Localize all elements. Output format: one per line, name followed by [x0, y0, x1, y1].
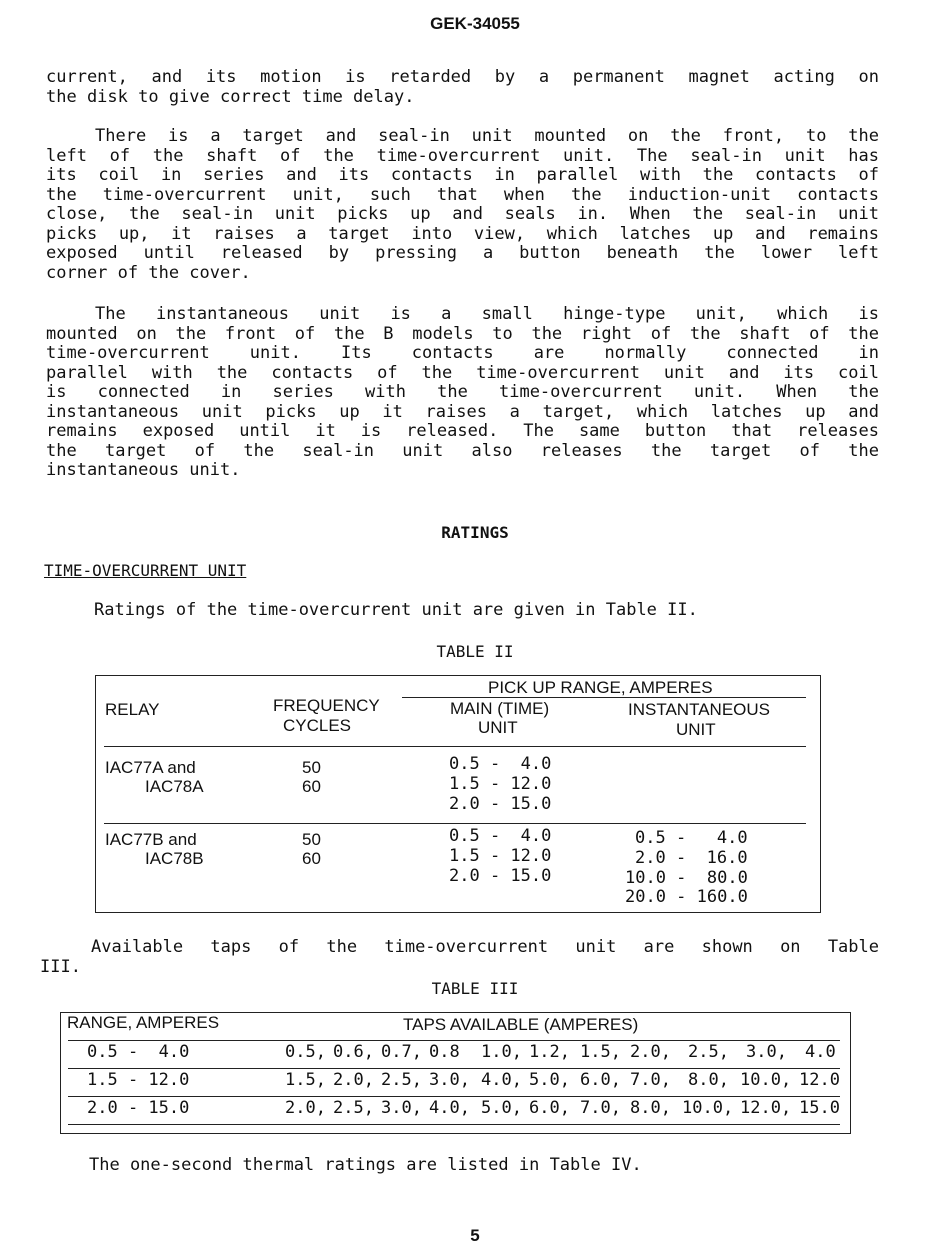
table-3-tap-value: 15.0 [799, 1098, 840, 1118]
paragraph-3-line: instantaneous unit. [46, 460, 241, 480]
table-2-inst-range: 0.5 - 4.0 [635, 828, 748, 848]
table-3-tap-value: 2.5, [333, 1098, 374, 1118]
paragraph-3-line: mounted on the front of the B models to the right of the shaft of the [46, 323, 879, 344]
paragraph-2-line: its coil in series and its contacts in parallel with the contacts of [46, 165, 879, 185]
table-3-header-taps: TAPS AVAILABLE (AMPERES) [403, 1015, 639, 1034]
table-3-range-cell: 1.5 - 12.0 [87, 1070, 190, 1090]
paragraph-3-line: remains exposed until it is released. The same button that releases [46, 421, 879, 441]
table-2-relay: IAC77B and [105, 830, 197, 849]
table-3-tap-value: 1.5, [580, 1042, 621, 1062]
table-2-inst-range: 10.0 - 80.0 [625, 868, 748, 888]
document-id: GEK-34055 [430, 14, 520, 33]
table-2-relay: IAC78A [145, 777, 204, 796]
table-3-tap-value: 3.0, [746, 1042, 787, 1062]
paragraph-3-line: is connected in series with the time-overcurrent unit. When the [46, 382, 879, 402]
paragraph-5 [40, 937, 879, 977]
table-3-divider [68, 1040, 840, 1041]
table-2-header-frequency: FREQUENCY [273, 696, 380, 715]
table-2-main-range: 2.0 - 15.0 [449, 866, 552, 886]
table-3-tap-value: 1.2, [529, 1042, 570, 1062]
table-3-tap-value: 2.0, [285, 1098, 326, 1118]
table-2-inst-range: 2.0 - 16.0 [635, 848, 748, 868]
table-2-frequency: 60 [302, 777, 321, 796]
paragraph-4: Ratings of the time-overcurrent unit are given in Table II. [94, 600, 698, 620]
table-2-main-range: 2.0 - 15.0 [449, 794, 552, 814]
table-3-tap-value: 4.0 [805, 1042, 836, 1062]
paragraph-2-line: close, the seal-in unit picks up and seals in. When the seal-in unit [46, 204, 879, 224]
table-3-tap-value: 3.0, [381, 1098, 422, 1118]
table-3-tap-value: 2.0, [630, 1042, 671, 1062]
table-2-relay: IAC78B [145, 849, 204, 868]
table-2-main-range: 1.5 - 12.0 [449, 774, 552, 794]
table-3-tap-value: 10.0, [682, 1098, 734, 1118]
table-2-main-range: 0.5 - 4.0 [449, 826, 552, 846]
ratings-heading: RATINGS [441, 523, 509, 542]
table-3-tap-value: 0.7, [381, 1042, 422, 1062]
table-3-caption: TABLE III [431, 979, 519, 998]
table-3-range-cell: 0.5 - 4.0 [87, 1042, 190, 1062]
table-2-main-range: 0.5 - 4.0 [449, 754, 552, 774]
paragraph-3-line: parallel with the contacts of the time-overcurrent unit and its coil [46, 362, 879, 383]
table-3-header-range: RANGE, AMPERES [67, 1013, 220, 1032]
table-3-tap-value: 2.5, [381, 1070, 422, 1090]
paragraph-3-line: the target of the seal-in unit also releases the target of the [46, 440, 879, 461]
table-2-frequency: 50 [302, 830, 321, 849]
paragraph-3 [46, 305, 879, 481]
table-2-header-cycles: CYCLES [283, 716, 352, 735]
table-3-tap-value: 7.0, [580, 1098, 621, 1118]
table-3-tap-value: 1.5, [285, 1070, 326, 1090]
table-3-divider [68, 1068, 840, 1069]
paragraph-6: The one-second thermal ratings are listed in Table IV. [89, 1155, 642, 1175]
table-2-main-range: 1.5 - 12.0 [449, 846, 552, 866]
table-3-range-cell: 2.0 - 15.0 [87, 1098, 190, 1118]
page-number: 5 [470, 1226, 480, 1245]
table-2-frequency: 50 [302, 758, 321, 777]
table-2-header-main-unit: UNIT [478, 718, 518, 737]
table-3-tap-value: 6.0, [529, 1098, 570, 1118]
paragraph-3-line: time-overcurrent unit. Its contacts are normally connected in [46, 343, 879, 363]
paragraph-1-line: current, and its motion is retarded by a permanent magnet acting on [46, 67, 879, 87]
table-3-tap-value: 3.0, [429, 1070, 470, 1090]
paragraph-3-line: instantaneous unit picks up it raises a target, which latches up and [46, 401, 879, 422]
table-2-header-relay: RELAY [105, 700, 160, 719]
paragraph-2-line: corner of the cover. [46, 262, 251, 283]
table-3-tap-value: 10.0, [740, 1070, 792, 1090]
table-3-tap-value: 0.5, [285, 1042, 326, 1062]
table-2-header-divider [104, 746, 806, 747]
paragraph-2 [46, 127, 879, 283]
table-3-divider [68, 1096, 840, 1097]
paragraph-1-line: the disk to give correct time delay. [46, 86, 415, 107]
paragraph-2-line: picks up, it raises a target into view, which latches up and remains [46, 223, 879, 244]
table-3-tap-value: 0.6, [333, 1042, 374, 1062]
paragraph-5-line: Available taps of the time-overcurrent unit are shown on Table [91, 937, 879, 957]
table-3-tap-value: 8.0, [630, 1098, 671, 1118]
table-3-tap-value: 12.0 [799, 1070, 840, 1090]
table-3-tap-value: 5.0, [529, 1070, 570, 1090]
paragraph-2-line: left of the shaft of the time-overcurrent unit. The seal-in unit has [46, 145, 879, 166]
table-3-tap-value: 2.0, [333, 1070, 374, 1090]
table-3-tap-value: 4.0, [481, 1070, 522, 1090]
table-3-tap-value: 0.8 [429, 1042, 460, 1062]
table-2-frequency: 60 [302, 849, 321, 868]
table-3-tap-value: 4.0, [429, 1098, 470, 1118]
table-3-tap-value: 5.0, [481, 1098, 522, 1118]
table-2-header-instantaneous: INSTANTANEOUS [628, 700, 770, 719]
table-2-header-pickup: PICK UP RANGE, AMPERES [488, 678, 713, 697]
table-2-relay: IAC77A and [105, 758, 196, 777]
table-2-group-divider [104, 823, 806, 824]
paragraph-2-line: exposed until released by pressing a button beneath the lower left [46, 243, 879, 263]
paragraph-5-line: III. [40, 956, 81, 977]
table-2-header-main: MAIN (TIME) [450, 699, 550, 718]
table-3-divider [68, 1124, 840, 1125]
table-2-caption: TABLE II [436, 642, 514, 661]
paragraph-2-line: the time-overcurrent unit, such that when the induction-unit contacts [46, 184, 879, 205]
paragraph-3-line: The instantaneous unit is a small hinge-type unit, which is [95, 304, 879, 324]
table-2-header-inst-unit: UNIT [676, 720, 716, 739]
section-title: TIME-OVERCURRENT UNIT [44, 561, 247, 580]
table-3-tap-value: 12.0, [740, 1098, 792, 1118]
table-3-tap-value: 6.0, [580, 1070, 621, 1090]
paragraph-1 [46, 68, 879, 107]
paragraph-2-line: There is a target and seal-in unit mounted on the front, to the [95, 126, 879, 146]
table-3-tap-value: 8.0, [688, 1070, 729, 1090]
table-3-tap-value: 2.5, [688, 1042, 729, 1062]
table-2-inst-range: 20.0 - 160.0 [625, 887, 748, 907]
table-3-tap-value: 7.0, [630, 1070, 671, 1090]
table-3-tap-value: 1.0, [481, 1042, 522, 1062]
